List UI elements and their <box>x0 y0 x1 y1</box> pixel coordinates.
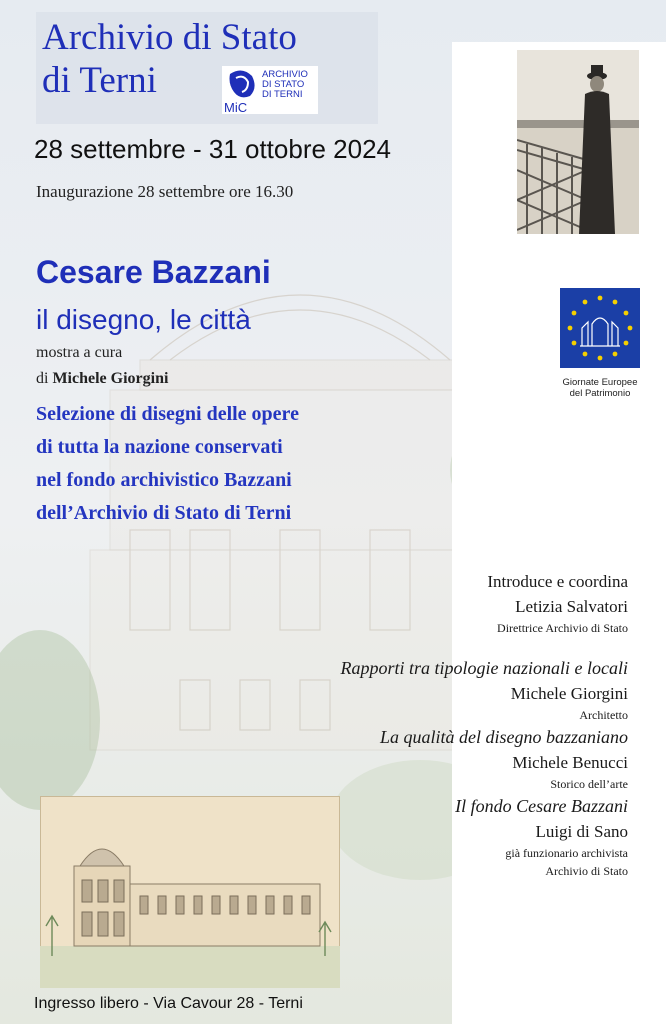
eu-heritage-days-icon <box>560 288 640 368</box>
mic-mark: MiC <box>224 100 248 114</box>
mic-logo-text <box>262 70 308 100</box>
talk-speaker: Michele Benucci <box>512 753 628 772</box>
talk-topic: La qualità del disegno bazzaniano <box>379 727 628 747</box>
selection-line-4: dell’Archivio di Stato di Terni <box>36 502 292 524</box>
bazzani-building-drawing <box>40 796 340 988</box>
talk-speaker-role-2: Archivio di Stato <box>545 864 628 878</box>
host-role: Direttrice Archivio di Stato <box>497 621 628 635</box>
curator-line <box>36 370 168 388</box>
selection-line-1: Selezione di disegni delle opere <box>36 403 299 425</box>
eu-caption-line-2: del Patrimonio <box>569 388 631 399</box>
inauguration-text: Inaugurazione 28 settembre ore 16.30 <box>36 182 294 201</box>
mic-logo <box>222 66 318 114</box>
title-line-2: di Terni <box>42 60 157 101</box>
curator-name: Michele Giorgini <box>52 370 169 387</box>
talk-speaker: Michele Giorgini <box>510 684 628 703</box>
selection-description <box>36 398 299 530</box>
mic-logo-icon <box>222 66 262 114</box>
program-schedule <box>341 570 629 880</box>
exhibition-dates: 28 settembre - 31 ottobre 2024 <box>34 134 392 164</box>
selection-line-3: nel fondo archivistico Bazzani <box>36 469 292 491</box>
talk-speaker-role: già funzionario archivista <box>505 846 628 860</box>
talk-topic: Rapporti tra tipologie nazionali e locali <box>340 658 628 678</box>
exhibition-subtitle: il disegno, le città <box>36 304 251 335</box>
eu-caption-line-1: Giornate Europee <box>562 377 638 388</box>
mic-logo-line-3: DI TERNI <box>262 89 303 100</box>
mic-logo-line-2: DI STATO <box>262 79 305 90</box>
footer-info: Ingresso libero - Via Cavour 28 - Terni <box>34 995 303 1012</box>
talk-speaker: Luigi di Sano <box>535 822 628 841</box>
talk-speaker-role: Architetto <box>579 708 628 722</box>
talk-speaker-role: Storico dell’arte <box>550 777 628 791</box>
selection-line-2: di tutta la nazione conservati <box>36 436 283 458</box>
program-intro: Introduce e coordina <box>487 572 628 591</box>
exhibition-title: Cesare Bazzani <box>36 254 271 290</box>
mic-logo-line-1: ARCHIVIO <box>262 69 308 80</box>
bazzani-portrait-photo <box>517 50 639 234</box>
curated-by-label: mostra a cura <box>36 344 123 361</box>
curator-di: di <box>36 370 49 387</box>
eu-heritage-caption <box>553 377 647 399</box>
talk-topic: Il fondo Cesare Bazzani <box>455 796 628 816</box>
title-line-1: Archivio di Stato <box>42 17 297 58</box>
host-name: Letizia Salvatori <box>515 597 628 616</box>
